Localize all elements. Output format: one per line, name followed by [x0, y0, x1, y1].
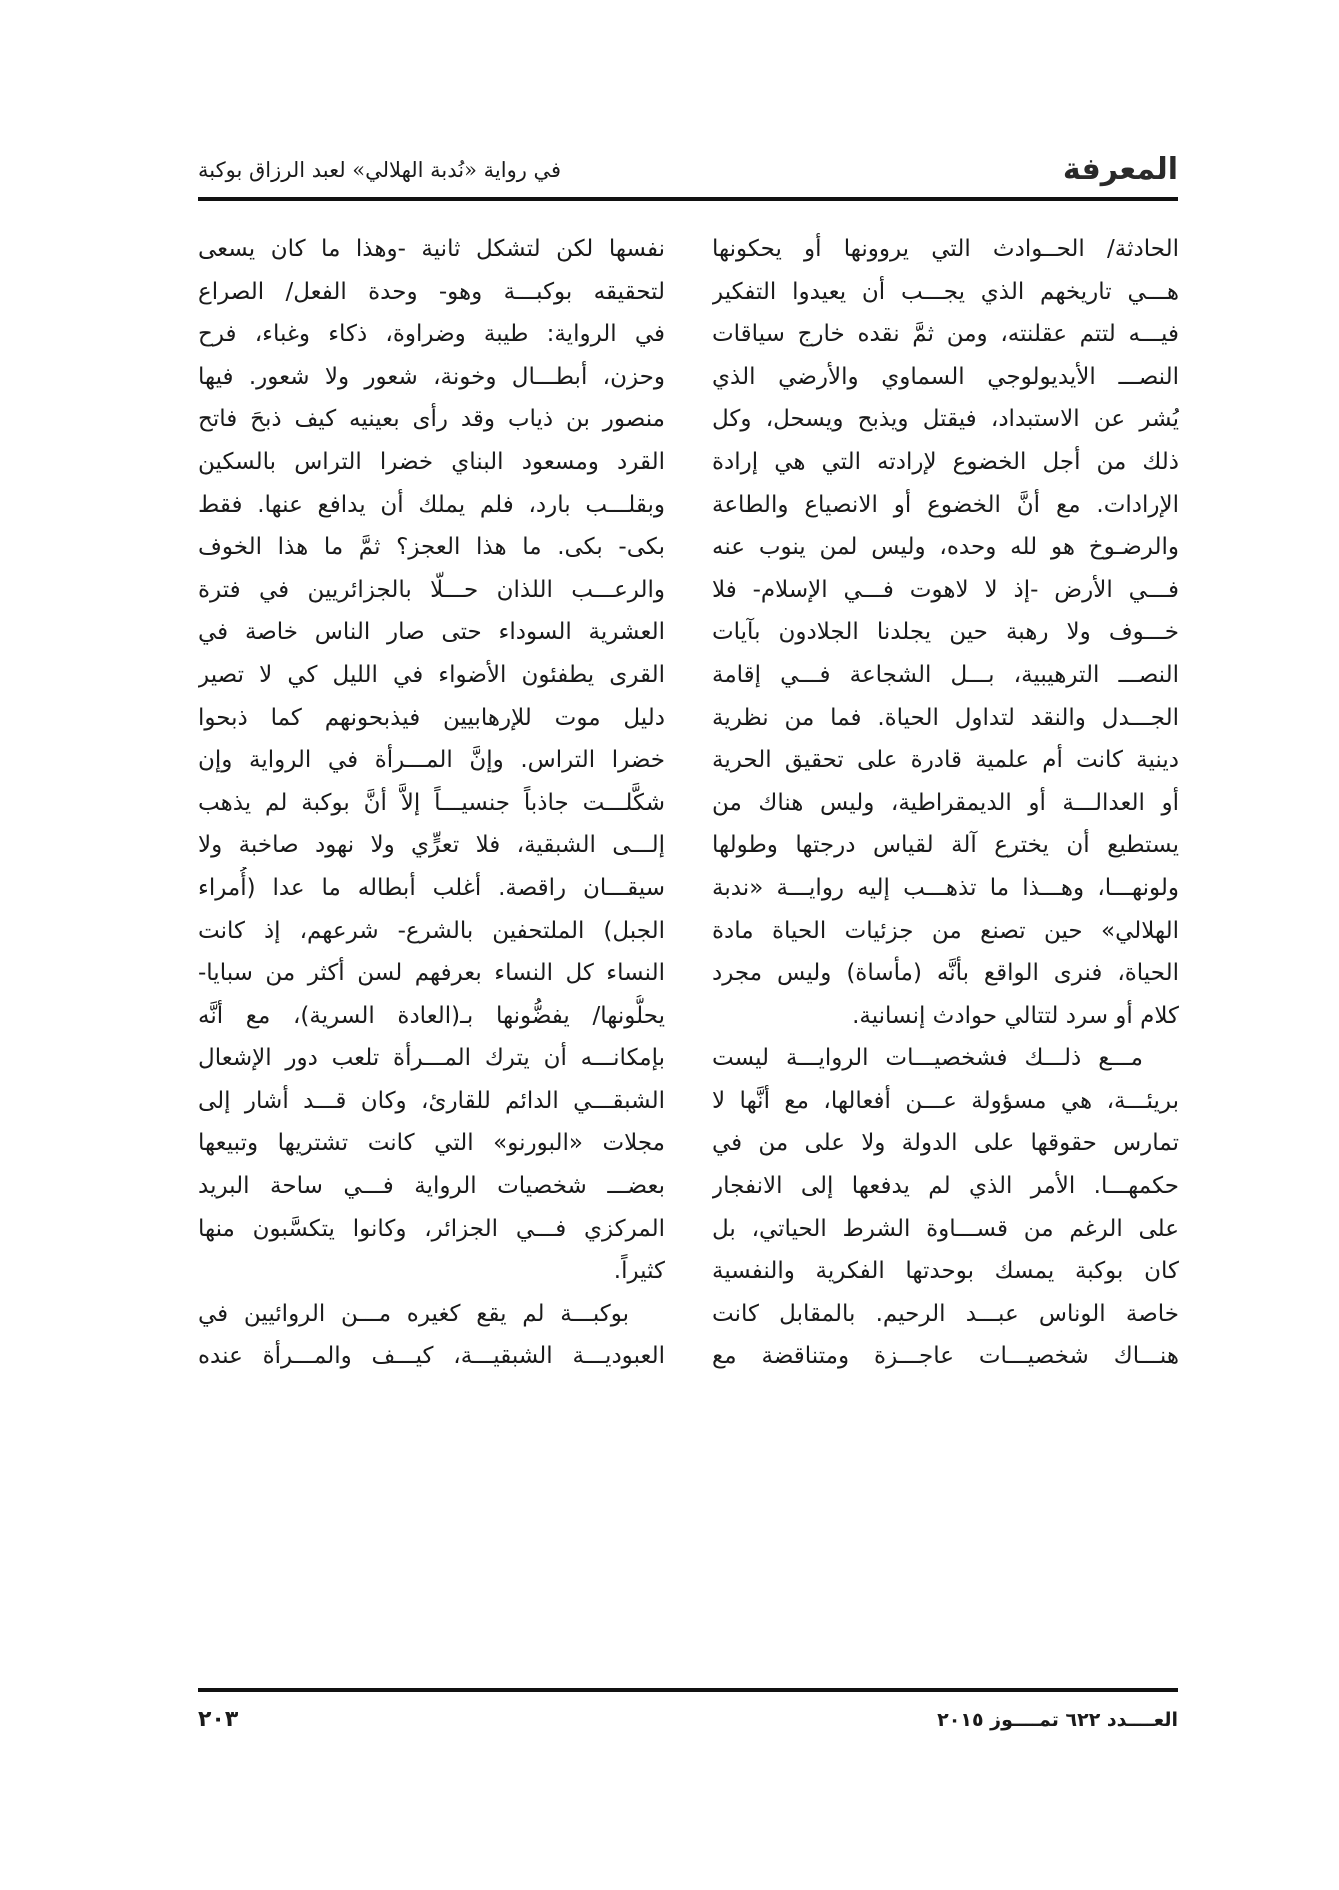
- text-line: نفسها لكن لتشكل ثانية -وهذا ما كان يسعى: [198, 236, 665, 262]
- text-line: على الرغم من قســـاوة الشرط الحياتي، بل: [712, 1215, 1179, 1242]
- text-line: يُشر عن الاستبداد، فيقتل ويذبح ويسحل، وكل: [712, 406, 1179, 433]
- text-line: بكى- بكى. ما هذا العجز؟ ثمَّ ما هذا الخوف: [198, 534, 665, 561]
- magazine-logo: المعرفة: [1062, 152, 1178, 187]
- text-line: النصـــ الترهيبية، بـــل الشجاعة فـــي إقامة: [712, 661, 1179, 688]
- text-line: الهلالي» حين تصنع من جزئيات الحياة مادة: [712, 917, 1179, 944]
- left-column: [198, 228, 665, 1378]
- text-line: تمارس حقوقها على الدولة ولا على من في: [712, 1130, 1179, 1157]
- text-line: ولونهـــا، وهـــذا ما تذهـــب إليه روايـــة «ندبة: [712, 874, 1179, 901]
- text-line: بريئـــة، هي مسؤولة عـــن أفعالها، مع أنَّها لا: [712, 1087, 1179, 1114]
- text-line: النصـــ الأيديولوجي السماوي والأرضي الذي: [712, 363, 1179, 390]
- text-line: وبقلـــب بارد، فلم يملك أن يدافع عنها. فقط: [198, 491, 665, 518]
- text-line: مـــع ذلـــك فشخصيـــات الروايـــة ليست: [712, 1045, 1143, 1072]
- text-line: العبوديـــة الشبقيـــة، كيـــف والمـــرأة عنده: [198, 1343, 665, 1370]
- text-line: خاصة الوناس عبـــد الرحيم. بالمقابل كانت: [712, 1300, 1179, 1327]
- text-line: الجبل) الملتحفين بالشرع- شرعهم، إذ كانت: [198, 917, 665, 944]
- text-line: الإرادات. مع أنَّ الخضوع أو الانصياع والطاعة: [712, 491, 1179, 518]
- text-line: لتحقيقه بوكبـــة وهو- وحدة الفعل/ الصراع: [198, 278, 665, 305]
- text-line: المركزي فـــي الجزائر، وكانوا يتكسَّبون منها: [198, 1215, 665, 1242]
- text-line: كثيراً.: [613, 1258, 665, 1285]
- text-line: كان بوكبة يمسك بوحدتها الفكرية والنفسية: [712, 1258, 1179, 1285]
- text-line: الحياة، فنرى الواقع بأنَّه (مأساة) وليس مجرد: [712, 960, 1179, 987]
- text-line: أو العدالـــة أو الديمقراطية، وليس هناك من: [712, 789, 1179, 816]
- text-line: النساء كل النساء بعرفهم لسن أكثر من سبايا-: [198, 960, 665, 987]
- text-line: وحزن، أبطـــال وخونة، شعور ولا شعور. فيها: [198, 363, 665, 390]
- text-line: والرضـوخ هو لله وحده، وليس لمن ينوب عنه: [712, 534, 1179, 561]
- text-line: بعضـــ شخصيات الرواية فـــي ساحة البريد: [198, 1173, 665, 1200]
- text-line: العشرية السوداء حتى صار الناس خاصة في: [198, 619, 665, 646]
- text-line: بإمكانـــه أن يترك المـــرأة تلعب دور الإشعال: [198, 1045, 665, 1072]
- text-line: هنـــاك شخصيـــات عاجـــزة ومتناقضة مع: [712, 1343, 1179, 1370]
- text-line: بوكبـــة لم يقع كغيره مـــن الروائيين في: [198, 1300, 629, 1327]
- text-line: فـــي الأرض -إذ لا لاهوت فـــي الإسلام- فلا: [712, 576, 1179, 603]
- footer-rule: [198, 1688, 1178, 1692]
- text-line: ذلك من أجل الخضوع لإرادته التي هي إرادة: [712, 448, 1179, 475]
- text-line: دليل موت للإرهابيين فيذبحونهم كما ذبحوا: [198, 704, 665, 731]
- text-line: فيـــه لتتم عقلنته، ومن ثمَّ نقده خارج سياقات: [712, 321, 1179, 348]
- text-line: سيقـــان راقصة. أغلب أبطاله ما عدا (أُمراء: [198, 874, 665, 901]
- text-line: منصور بن ذياب وقد رأى بعينيه كيف ذبحَ فاتح: [198, 406, 665, 433]
- running-head: في رواية «نُدبة الهلالي» لعبد الرزاق بوكبة: [198, 158, 562, 182]
- text-line: الشبقـــي الدائم للقارئ، وكان قـــد أشار إلى: [198, 1087, 665, 1114]
- issue-info: العــــدد ٦٢٢ تمــــوز ٢٠١٥: [937, 1709, 1178, 1731]
- text-line: القرد ومسعود البناي خضرا التراس بالسكين: [198, 448, 665, 475]
- text-line: كلام أو سرد لتتالي حوادث إنسانية.: [852, 1002, 1179, 1029]
- text-line: القرى يطفئون الأضواء في الليل كي لا تصير: [198, 661, 665, 688]
- page-number: ٢٠٣: [198, 1707, 239, 1732]
- text-line: مجلات «البورنو» التي كانت تشتريها وتبيعها: [198, 1130, 665, 1157]
- text-line: شكَّلـــت جاذباً جنسيـــاً إلاَّ أنَّ بوكبة لم يذهب: [198, 789, 665, 816]
- text-line: خضرا التراس. وإنَّ المـــرأة في الرواية وإن: [198, 747, 665, 774]
- text-line: يحلُّونها/ يفضُّونها بـ(العادة السرية)، مع أنَّه: [198, 1002, 665, 1029]
- right-column: [712, 228, 1179, 1378]
- text-line: إلـــى الشبقية، فلا تعرٍّي ولا نهود صاخبة ولا: [198, 832, 665, 859]
- text-line: والرعـــب اللذان حـــلّا بالجزائريين في فترة: [198, 576, 665, 603]
- text-line: الجـــدل والنقد لتداول الحياة. فما من نظرية: [712, 704, 1179, 731]
- text-line: حكمهـــا. الأمر الذي لم يدفعها إلى الانفجار: [712, 1173, 1179, 1200]
- text-line: خـــوف ولا رهبة حين يجلدنا الجلادون بآيات: [712, 619, 1179, 646]
- page-header: [198, 150, 1178, 194]
- page-footer: [198, 1702, 1178, 1738]
- text-line: في الرواية: طيبة وضراوة، ذكاء وغباء، فرح: [198, 321, 665, 348]
- text-line: الحادثة/ الحــوادث التي يروونها أو يحكونها: [712, 236, 1179, 262]
- text-line: هـــي تاريخهم الذي يجـــب أن يعيدوا التفكير: [712, 278, 1179, 305]
- text-line: يستطيع أن يخترع آلة لقياس درجتها وطولها: [712, 832, 1179, 859]
- text-line: دينية كانت أم علمية قادرة على تحقيق الحرية: [712, 747, 1179, 774]
- header-rule: [198, 197, 1178, 201]
